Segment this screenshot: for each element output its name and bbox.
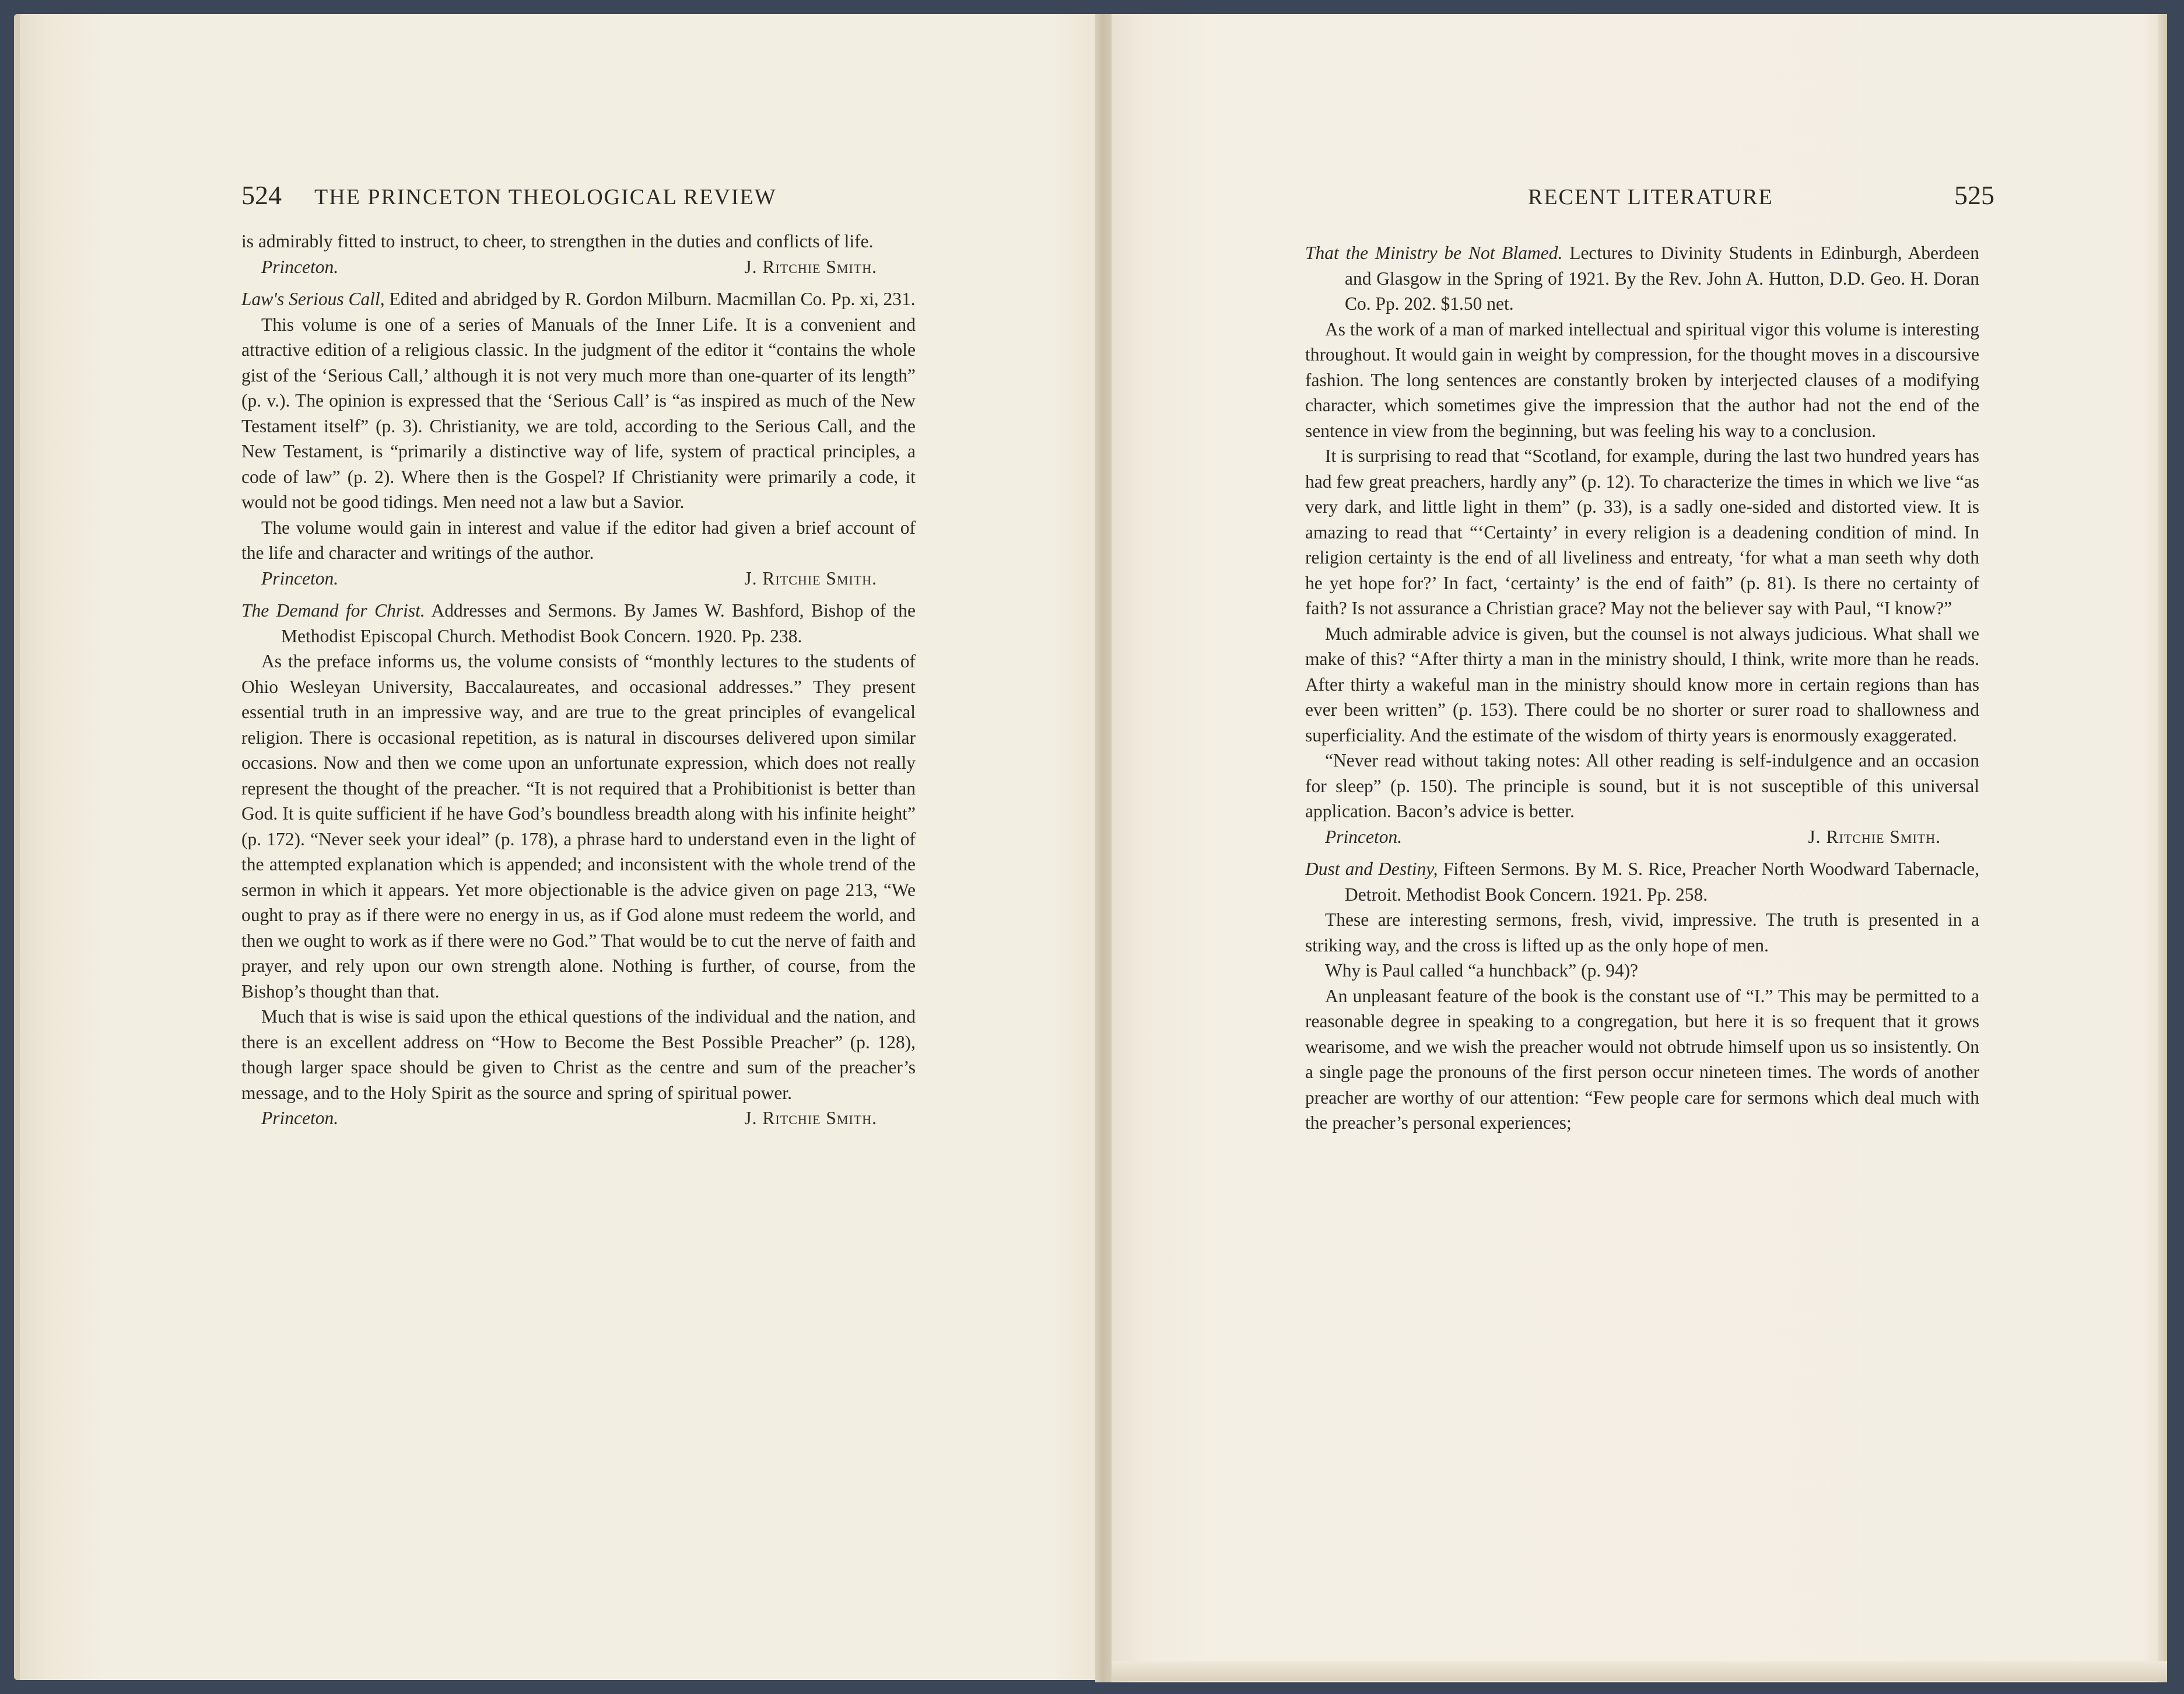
review-paragraph: Much admirable advice is given, but the counsel is not always judicious. What shall we make of this? “After thirty a man in the ministry should, I think, write more than he reads. After thirty a wakeful man in the ministry should know more in certain regions than has ever been written” (p. 153). There could be no shorter or surer road to shallowness and superficiality. And the estimate of the wisdom of thirty years is enormously exaggerated. <box>1305 623 1979 746</box>
review-paragraph: An unpleasant feature of the book is the constant use of “I.” This may be permitted to a reasonable degree in speaking to a congregation, but here it is so frequent that it grows wearisome, and we wish the preacher would not obtrude himself upon us so insistently. On a single page the pronouns of the first person occur nineteen times. The words of another preacher are worthy of our attention: “Few people care for sermons which deal much with the preacher’s personal experiences; <box>1305 985 1979 1133</box>
reviewer-signature <box>241 254 916 280</box>
signature-place: Princeton. <box>261 568 339 589</box>
book-details: Edited and abridged by R. Gordon Milburn. Macmillan Co. Pp. xi, 231. <box>384 289 916 309</box>
left-running-head <box>241 180 912 209</box>
book-title: Law's Serious Call, <box>241 289 385 309</box>
signature-author: J. Ritchie Smith. <box>1808 826 1941 847</box>
book-entry-heading <box>241 286 916 312</box>
book-details: Lectures to Divinity Students in Edinburgh, Aberdeen and Glasgow in the Spring of 1921. By the Rev. John A. Hutton, D.D. Geo. H. Doran Co. Pp. 202. $1.50 net. <box>1345 243 1979 314</box>
review-paragraph: “Never read without taking notes: All other reading is self-indulgence and an occasion for sleep” (p. 150). The principle is sound, but it is not susceptible of this universal application. Bacon’s advice is better. <box>1305 750 1979 821</box>
reviewer-signature <box>241 1105 916 1131</box>
right-page-number: 525 <box>1954 180 1994 210</box>
book-entry-heading <box>1305 240 1979 317</box>
signature-place: Princeton. <box>261 256 339 277</box>
review-paragraph: This volume is one of a series of Manuals of the Inner Life. It is a convenient and attractive edition of a religious classic. In the judgment of the editor it “contains the whole gist of the ‘Serious Call,’ although it is not very much more than one-quarter of its length” (p. v.). The opinion is expressed that the ‘Serious Call’ is “as inspired as much of the New Testament itself” (p. 3). Christianity, we are told, according to the Serious Call, and the New Testament, is “primarily a distinctive way of life, system of practical principles, a code of law” (p. 2). Where then is the Gospel? If Christianity were primarily a code, it would not be good tidings. Men need not a law but a Savior. <box>241 314 916 512</box>
signature-author: J. Ritchie Smith. <box>744 256 877 277</box>
right-running-title: RECENT LITERATURE <box>1528 185 1773 209</box>
page-edge <box>2158 14 2167 1682</box>
review-paragraph: These are interesting sermons, fresh, vivid, impressive. The truth is presented in a striking way, and the cross is lifted up as the only hope of men. <box>1305 909 1979 956</box>
review-paragraph: Why is Paul called “a hunchback” (p. 94)? <box>1325 960 1639 981</box>
book-gutter <box>1095 14 1112 1682</box>
review-paragraph: Much that is wise is said upon the ethical questions of the individual and the nation, and there is an excellent address on “How to Become the Best Possible Preacher” (p. 128), though larger space should be given to Christ as the centre and sum of the preacher’s message, and to the Holy Spirit as the source and spring of spiritual power. <box>241 1006 916 1103</box>
book-title: That the Ministry be Not Blamed. <box>1305 243 1563 263</box>
review-paragraph: It is surprising to read that “Scotland, for example, during the last two hundred years has had few great preachers, hardly any” (p. 12). To characterize the times in which we live “as very dark, and little light in them” (p. 33), is a sadly one-sided and distorted view. It is amazing to read that “‘Certainty’ in every religion is a deadening condition of mind. In religion certainty is the end of all liveliness and entreaty, ‘for what a man seeth why doth he yet hope for?’ In fact, ‘certainty’ is the end of faith” (p. 81). Is there no certainty of faith? Is not assurance a Christian grace? May not the believer say with Paul, “I know?” <box>1305 446 1979 618</box>
book-entry-heading <box>241 598 916 649</box>
book-details: Fifteen Sermons. By M. S. Rice, Preacher North Woodward Tabernacle, Detroit. Methodist Book Concern. 1921. Pp. 258. <box>1345 859 1979 905</box>
review-text: is admirably fitted to instruct, to cheer, to strengthen in the duties and conflicts of life. <box>241 231 874 251</box>
page-bottom-edge <box>1112 1661 2167 1681</box>
left-page-body <box>241 229 916 1131</box>
left-running-title: THE PRINCETON THEOLOGICAL REVIEW <box>314 185 777 209</box>
reviewer-signature <box>241 566 916 592</box>
review-paragraph: The volume would gain in interest and value if the editor had given a brief account of the life and character and writings of the author. <box>241 517 916 563</box>
signature-place: Princeton. <box>261 1108 339 1128</box>
review-paragraph: As the preface informs us, the volume consists of “monthly lectures to the students of Ohio Wesleyan University, Baccalaureates, and occasional addresses.” They present essential truth in an impressive way, and are true to the great principles of evangelical religion. There is occasional repetition, as is natural in discourses delivered upon similar occasions. Now and then we come upon an unfortunate expression, which does not really represent the thought of the preacher. “It is not required that a Prohibitionist is better than God. It is quite sufficient if he have God’s boundless breadth along with his infinite height” (p. 172). “Never seek your ideal” (p. 178), a phrase hard to understand even in the light of the attempted explanation which is appended; and inconsistent with the whole trend of the sermon in which it appears. Yet more objectionable is the advice given on page 213, “We ought to pray as if there were no energy in us, as if God alone must redeem the world, and then we ought to work as if there were no God.” That would be to cut the nerve of faith and prayer, and rely upon our own strength alone. Nothing is further, of course, from the Bishop’s thought than that. <box>241 651 916 1002</box>
signature-author: J. Ritchie Smith. <box>744 568 877 589</box>
book-details: Addresses and Sermons. By James W. Bashford, Bishop of the Methodist Episcopal Church. Methodist Book Concern. 1920. Pp. 238. <box>281 600 916 646</box>
book-entry-heading <box>1305 856 1979 907</box>
left-page-number: 524 <box>241 180 282 210</box>
right-running-head <box>1528 180 1994 209</box>
signature-author: J. Ritchie Smith. <box>744 1108 877 1128</box>
book-title: The Demand for Christ. <box>241 600 425 621</box>
signature-place: Princeton. <box>1325 826 1403 847</box>
book-title: Dust and Destiny, <box>1305 859 1438 879</box>
reviewer-signature <box>1305 824 1979 850</box>
review-paragraph: As the work of a man of marked intellectual and spiritual vigor this volume is interesting throughout. It would gain in weight by compression, for the thought moves in a discoursive fashion. The long sentences are constantly broken by interjected clauses of a modifying character, which sometimes give the impression that the author had not the end of the sentence in view from the beginning, but was feeling his way to a conclusion. <box>1305 318 1979 441</box>
right-page-body <box>1305 233 1979 1136</box>
